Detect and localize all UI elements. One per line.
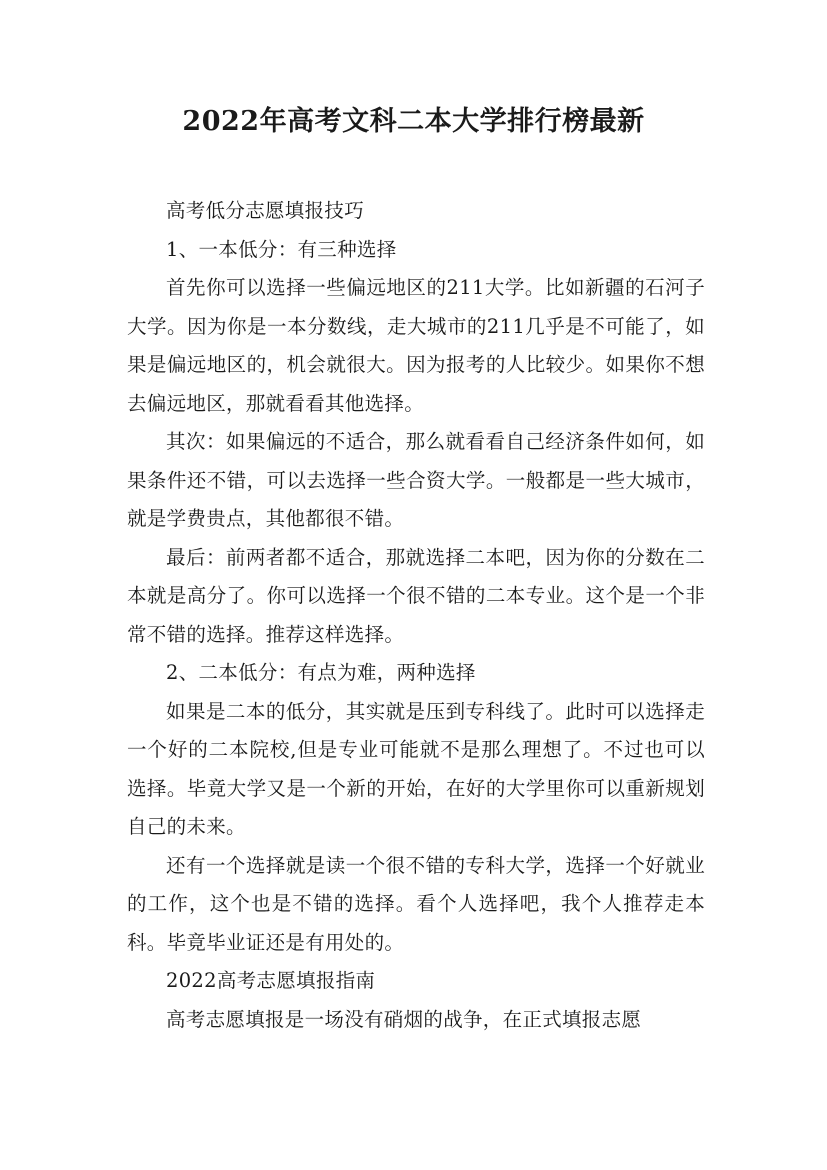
paragraph: 首先你可以选择一些偏远地区的211大学。比如新疆的石河子大学。因为你是一本分数线，走大城市的211几乎是不可能了，如果是偏远地区的，机会就很大。因为报考的人比较少。如果你不想去偏远地区，那就看看其他选择。 xyxy=(127,276,705,415)
paragraph: 其次：如果偏远的不适合，那么就看看自己经济条件如何，如果条件还不错，可以去选择一些合资大学。一般都是一些大城市，就是学费贵点，其他都很不错。 xyxy=(127,430,705,530)
paragraph: 高考志愿填报是一场没有硝烟的战争，在正式填报志愿 xyxy=(166,1007,642,1031)
paragraph-tips-heading: 高考低分志愿填报技巧 xyxy=(166,199,365,222)
document-body xyxy=(127,192,705,1039)
paragraph-section-1-heading: 1、一本低分：有三种选择 xyxy=(166,237,397,261)
document-title: 2022年高考文科二本大学排行榜最新 xyxy=(182,106,645,137)
paragraph-section-2-heading: 2、二本低分：有点为难，两种选择 xyxy=(166,661,476,684)
paragraph: 如果是二本的低分，其实就是压到专科线了。此时可以选择走一个好的二本院校,但是专业可能就不是那么理想了。不过也可以选择。毕竟大学又是一个新的开始，在好的大学里你可以重新规划自己的未来。 xyxy=(127,699,705,838)
paragraph: 还有一个选择就是读一个很不错的专科大学，选择一个好就业的工作，这个也是不错的选择。看个人选择吧，我个人推荐走本科。毕竟毕业证还是有用处的。 xyxy=(127,853,705,954)
paragraph-guide-heading: 2022高考志愿填报指南 xyxy=(166,969,376,992)
paragraph: 最后：前两者都不适合，那就选择二本吧，因为你的分数在二本就是高分了。你可以选择一个很不错的二本专业。这个是一个非常不错的选择。推荐这样选择。 xyxy=(127,545,705,646)
